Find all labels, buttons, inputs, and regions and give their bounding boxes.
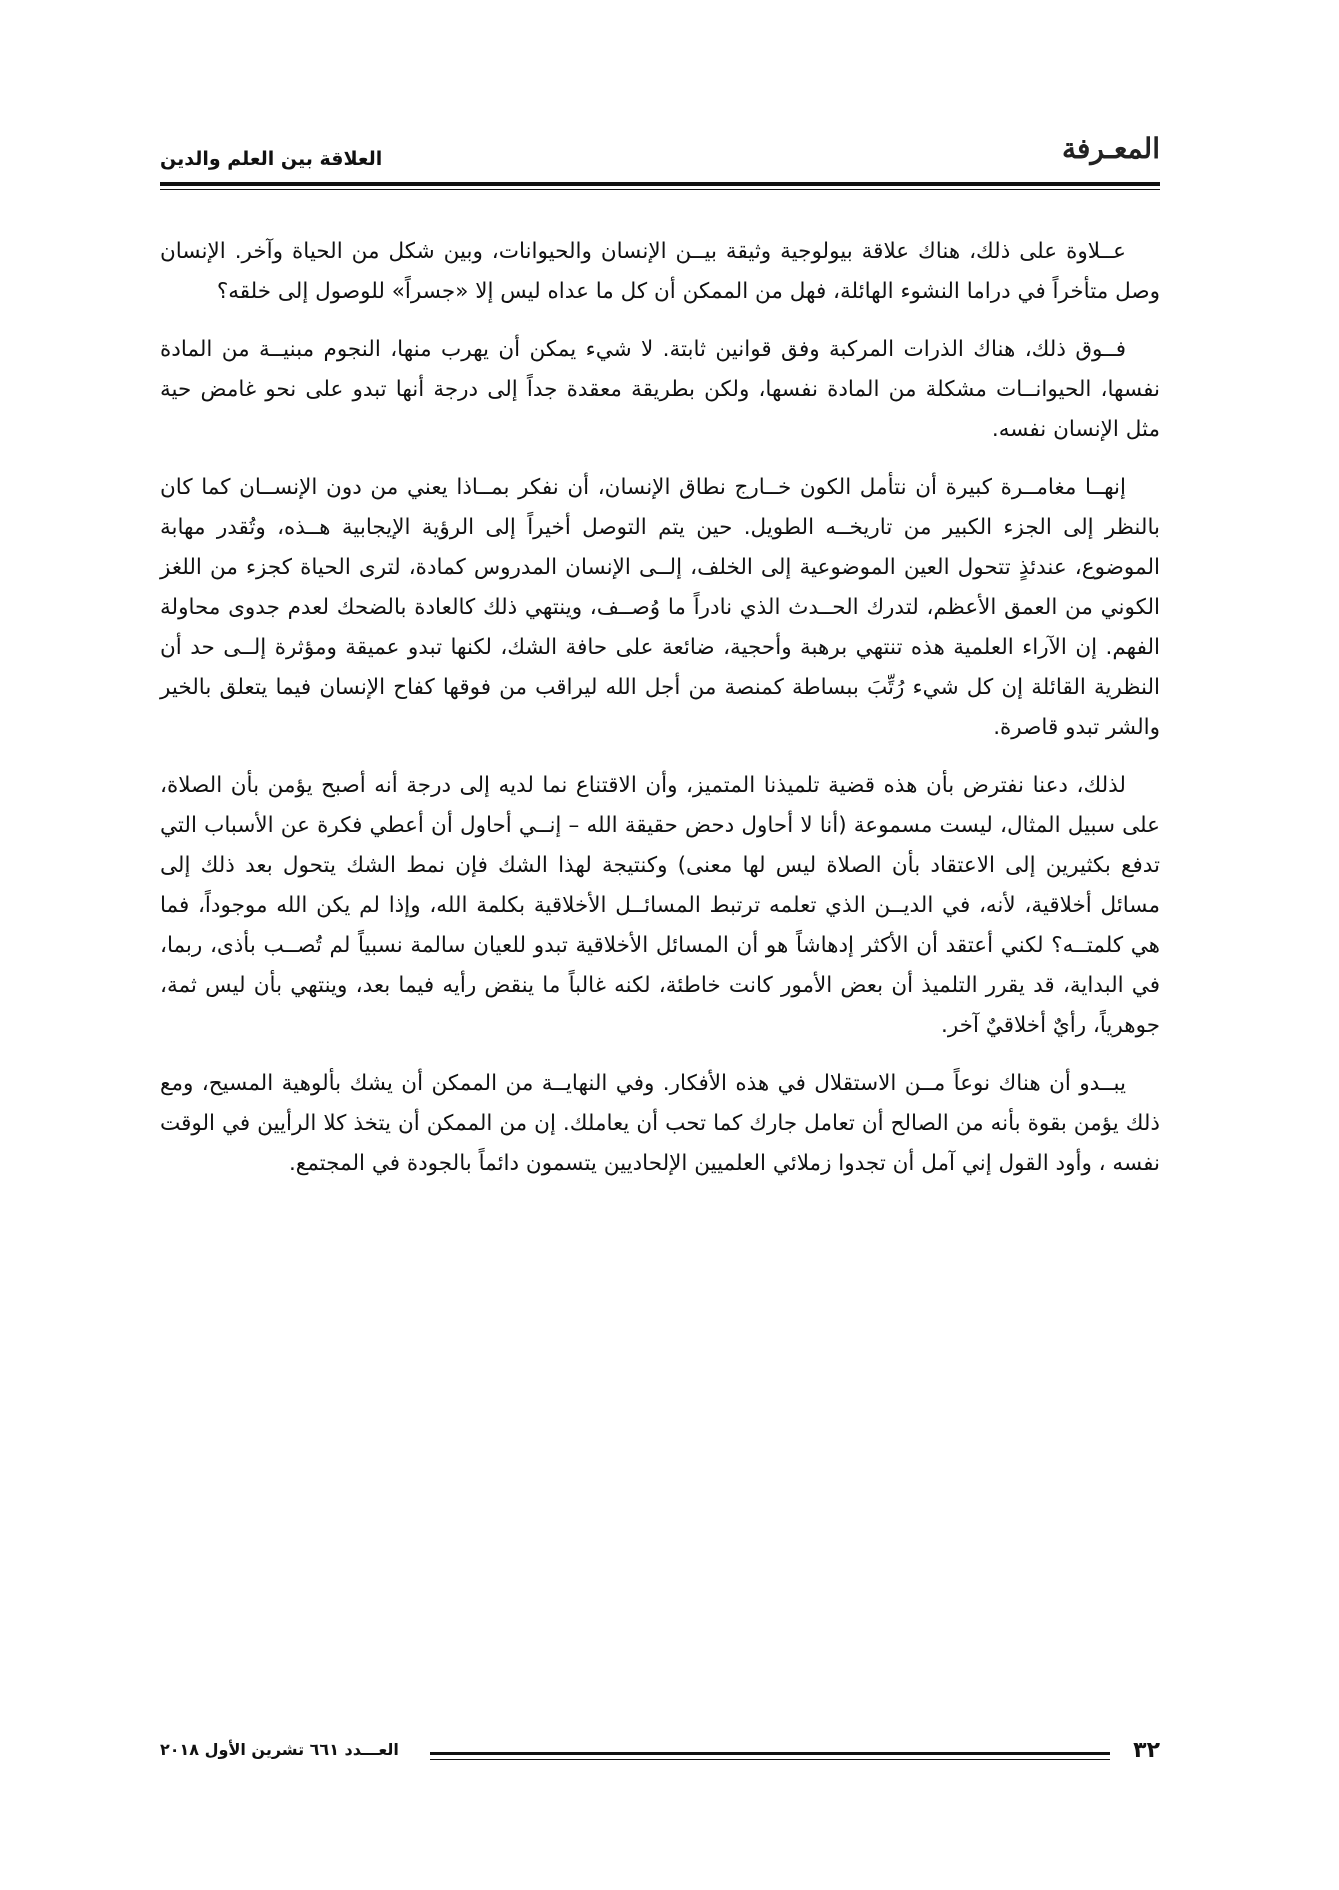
journal-logo: المعـرفة <box>1061 132 1160 165</box>
article-title: العلاقة بين العلم والدين <box>160 148 383 170</box>
header-divider-thin <box>160 189 1160 190</box>
article-body <box>160 232 1160 1202</box>
paragraph-2: فــوق ذلك، هناك الذرات المركبة وفق قوانين ثابتة. لا شيء يمكن أن يهرب منها، النجوم مبنيــة من المادة نفسها، الحيوانــات مشكلة من المادة نفسها، ولكن بطريقة معقدة جداً إلى درجة أنها تبدو على نحو غامض حية مثل الإنسان نفسه. <box>160 337 1160 442</box>
paragraph-5: يبــدو أن هناك نوعاً مــن الاستقلال في هذه الأفكار. وفي النهايــة من الممكن أن يشك بألوهية المسيح، ومع ذلك يؤمن بقوة بأنه من الصالح أن تعامل جارك كما تحب أن يعاملك. إن من الممكن أن يتخذ كلا الرأيين في الوقت نفسه ، وأود القول إني آمل أن تجدوا زملائي العلميين الإلحاديين يتسمون دائماً بالجودة في المجتمع. <box>160 1071 1160 1176</box>
issue-info: العـــدد ٦٦١ تشرين الأول ٢٠١٨ <box>160 1740 399 1759</box>
footer-divider-thin <box>430 1759 1110 1760</box>
paragraph-3: إنهــا مغامــرة كبيرة أن نتأمل الكون خــارج نطاق الإنسان، أن نفكر بمــاذا يعني من دون الإنســان كما كان بالنظر إلى الجزء الكبير من تاريخــه الطويل. حين يتم التوصل أخيراً إلى الرؤية الإيجابية هــذه، وتُقدر مهابة الموضوع، عندئذٍ تتحول العين الموضوعية إلى الخلف، إلــى الإنسان المدروس كمادة، لترى الحياة كجزء من اللغز الكوني من العمق الأعظم، لتدرك الحــدث الذي نادراً ما وُصــف، وينتهي ذلك كالعادة بالضحك لعدم جدوى محاولة الفهم. إن الآراء العلمية هذه تنتهي برهبة وأحجية، ضائعة على حافة الشك، لكنها تبدو عميقة ومؤثرة إلــى حد أن النظرية القائلة إن كل شيء رُتِّبَ ببساطة كمنصة من أجل الله ليراقب من فوقها كفاح الإنسان فيما يتعلق بالخير والشر تبدو قاصرة. <box>160 475 1160 740</box>
paragraph-4: لذلك، دعنا نفترض بأن هذه قضية تلميذنا المتميز، وأن الاقتناع نما لديه إلى درجة أنه أصبح يؤمن بأن الصلاة، على سبيل المثال، ليست مسموعة (أنا لا أحاول دحض حقيقة الله – إنــي أحاول أن أعطي فكرة عن الأسباب التي تدفع بكثيرين إلى الاعتقاد بأن الصلاة ليس لها معنى) وكنتيجة لهذا الشك فإن نمط الشك يتحول بعد ذلك إلى مسائل أخلاقية، لأنه، في الديــن الذي تعلمه ترتبط المسائــل الأخلاقية بكلمة الله، وإذا لم يكن الله موجوداً، فما هي كلمتــه؟ لكني أعتقد أن الأكثر إدهاشاً هو أن المسائل الأخلاقية تبدو للعيان سالمة نسبياً لم تُصــب بأذى، ربما، في البداية، قد يقرر التلميذ أن بعض الأمور كانت خاطئة، لكنه غالباً ما ينقض رأيه فيما بعد، وينتهي بأن ليس ثمة، جوهرياً، رأيٌ أخلاقيٌ آخر. <box>160 773 1160 1038</box>
page-number: ٣٢ <box>1133 1738 1160 1763</box>
running-header <box>160 118 1160 178</box>
header-divider <box>160 182 1160 186</box>
page-footer <box>160 1736 1160 1776</box>
footer-divider <box>430 1752 1110 1755</box>
paragraph-1: عــلاوة على ذلك، هناك علاقة بيولوجية وثيقة بيــن الإنسان والحيوانات، وبين شكل من الحياة وآخر. الإنسان وصل متأخراً في دراما النشوء الهائلة، فهل من الممكن أن كل ما عداه ليس إلا «جسراً» للوصول إلى خلقه؟ <box>160 239 1160 304</box>
